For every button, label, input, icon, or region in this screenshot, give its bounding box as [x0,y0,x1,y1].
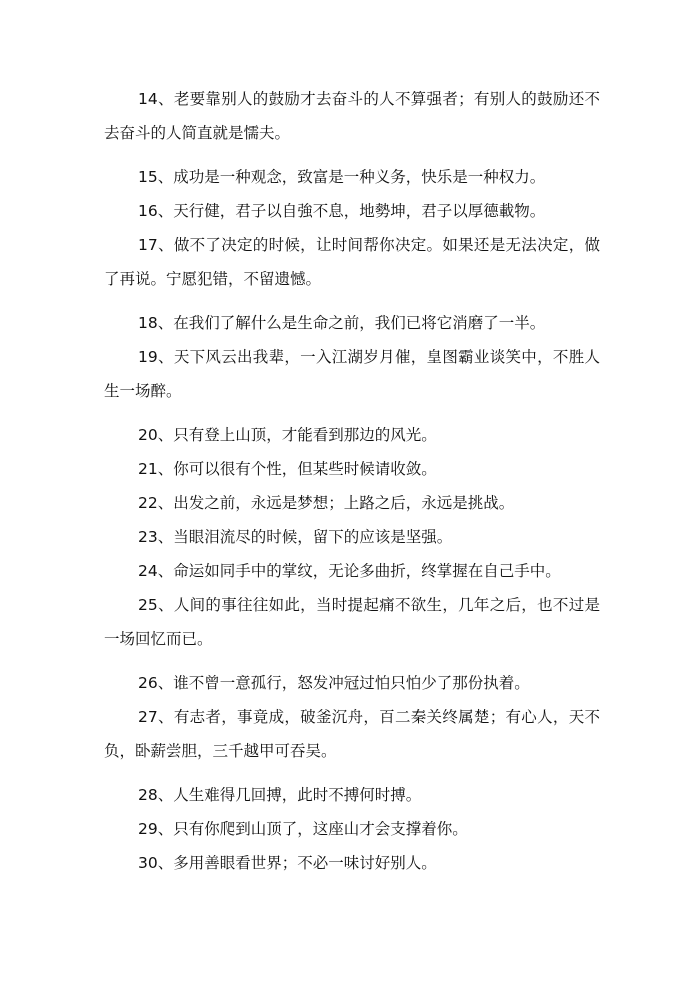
quote-item-25: 25、人间的事往往如此，当时提起痛不欲生，几年之后，也不过是一场回忆而已。 [104,596,600,648]
quote-item-29: 29、只有你爬到山顶了，这座山才会支撑着你。 [138,820,468,838]
quote-list [104,82,600,880]
quote-item-24: 24、命运如同手中的掌纹，无论多曲折，终掌握在自己手中。 [138,562,561,580]
quote-item-15: 15、成功是一种观念，致富是一种义务，快乐是一种权力。 [138,168,546,186]
quote-item-17: 17、做不了决定的时候，让时间帮你决定。如果还是无法决定，做了再说。宁愿犯错，不留遗憾。 [104,236,600,288]
quote-item-20: 20、只有登上山顶，才能看到那边的风光。 [138,426,437,444]
quote-item-19: 19、天下风云出我辈，一入江湖岁月催，皇图霸业谈笑中，不胜人生一场醉。 [104,348,600,400]
quote-item-26: 26、谁不曾一意孤行，怒发冲冠过怕只怕少了那份执着。 [138,674,530,692]
quote-item-28: 28、人生难得几回搏，此时不搏何时搏。 [138,786,422,804]
quote-item-14: 14、老要靠别人的鼓励才去奋斗的人不算强者；有别人的鼓励还不去奋斗的人简直就是懦夫。 [104,90,600,142]
quote-item-30: 30、多用善眼看世界；不必一味讨好别人。 [138,854,437,872]
quote-item-18: 18、在我们了解什么是生命之前，我们已将它消磨了一半。 [138,314,546,332]
quote-item-16: 16、天行健，君子以自強不息，地勢坤，君子以厚德載物。 [138,202,546,220]
quote-item-23: 23、当眼泪流尽的时候，留下的应该是坚强。 [138,528,453,546]
quote-item-22: 22、出发之前，永远是梦想；上路之后，永远是挑战。 [138,494,515,512]
quote-item-27: 27、有志者，事竟成，破釜沉舟，百二秦关终属楚；有心人，天不负，卧薪尝胆，三千越甲可吞吴。 [104,708,600,760]
quote-item-21: 21、你可以很有个性，但某些时候请收敛。 [138,460,437,478]
